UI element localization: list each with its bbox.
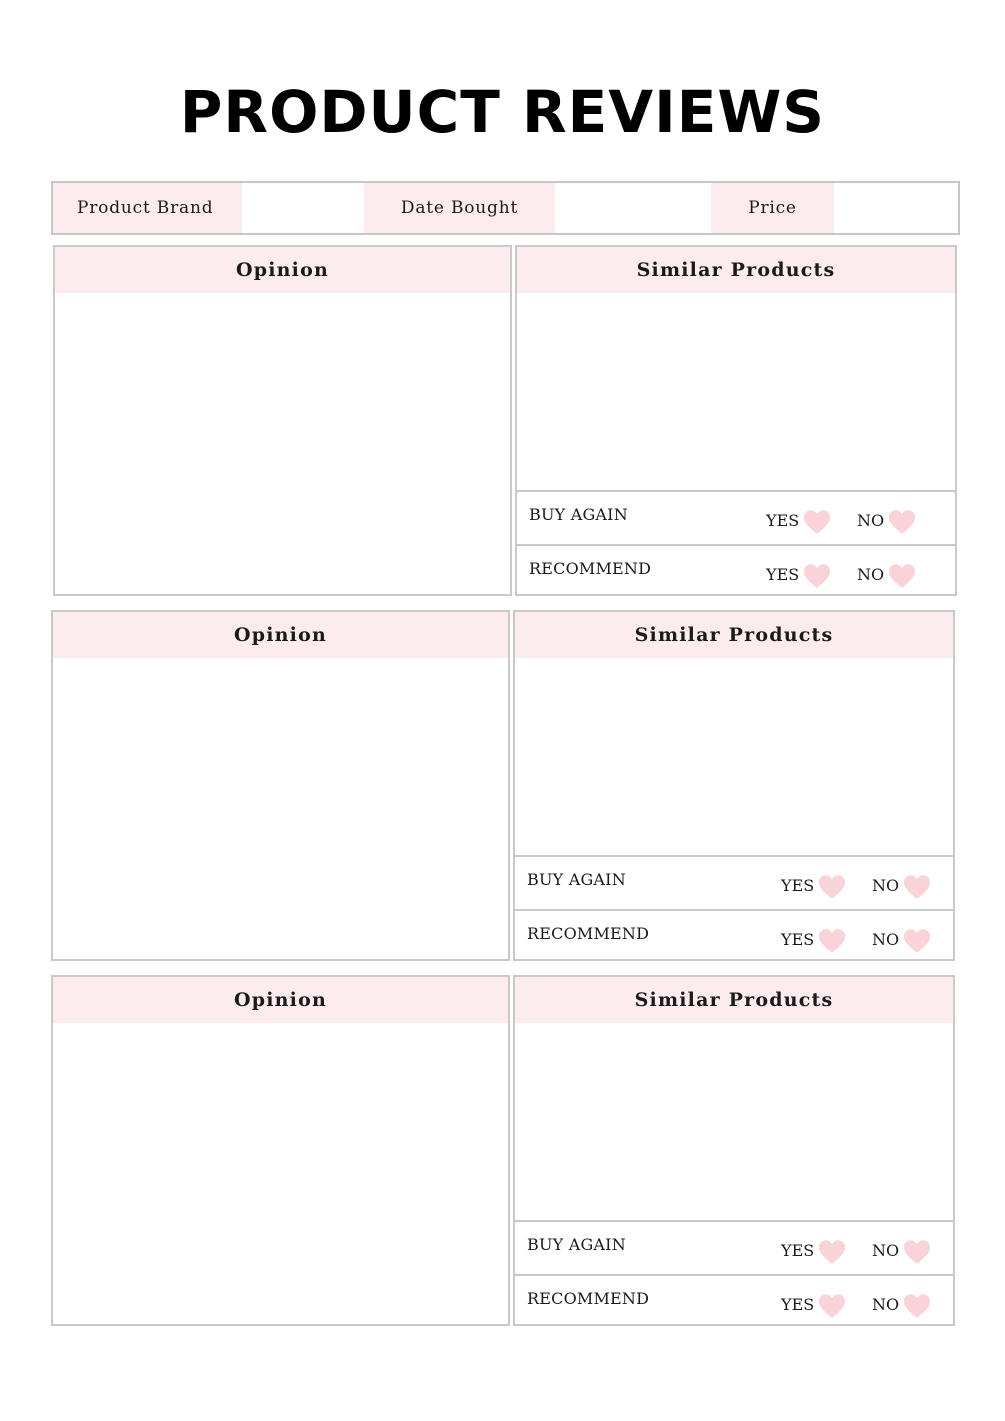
recommend-no[interactable]: NO <box>857 561 916 587</box>
recommend-no[interactable]: NO <box>872 1291 931 1317</box>
recommend-yes[interactable]: YES <box>781 926 846 952</box>
buy-again-no[interactable]: NO <box>872 1237 931 1263</box>
recommend-row <box>515 1274 953 1328</box>
product-info-row <box>51 181 960 235</box>
opinion-heading: Opinion <box>55 247 510 293</box>
recommend-row <box>515 909 953 963</box>
heart-icon[interactable] <box>803 509 831 535</box>
date-field[interactable] <box>555 183 711 233</box>
price-field[interactable] <box>834 183 958 233</box>
buy-again-row <box>517 490 955 544</box>
buy-again-no[interactable]: NO <box>872 872 931 898</box>
similar-products-box <box>513 610 955 961</box>
similar-products-area[interactable] <box>517 293 955 490</box>
similar-products-heading: Similar Products <box>517 247 955 293</box>
heart-icon[interactable] <box>903 1239 931 1265</box>
opinion-box[interactable] <box>51 610 510 961</box>
brand-label: Product Brand <box>53 183 242 233</box>
recommend-label: RECOMMEND <box>527 924 650 943</box>
heart-icon[interactable] <box>903 874 931 900</box>
opinion-box[interactable] <box>51 975 510 1326</box>
similar-products-heading: Similar Products <box>515 977 953 1023</box>
heart-icon[interactable] <box>903 928 931 954</box>
similar-products-heading: Similar Products <box>515 612 953 658</box>
date-label: Date Bought <box>364 183 555 233</box>
heart-icon[interactable] <box>818 1293 846 1319</box>
heart-icon[interactable] <box>803 563 831 589</box>
buy-again-row <box>515 1220 953 1274</box>
heart-icon[interactable] <box>903 1293 931 1319</box>
buy-again-yes[interactable]: YES <box>766 507 831 533</box>
price-label: Price <box>711 183 834 233</box>
heart-icon[interactable] <box>818 1239 846 1265</box>
recommend-label: RECOMMEND <box>527 1289 650 1308</box>
buy-again-no[interactable]: NO <box>857 507 916 533</box>
brand-field[interactable] <box>242 183 364 233</box>
opinion-heading: Opinion <box>53 612 508 658</box>
heart-icon[interactable] <box>888 563 916 589</box>
buy-again-label: BUY AGAIN <box>527 1235 626 1254</box>
recommend-yes[interactable]: YES <box>781 1291 846 1317</box>
heart-icon[interactable] <box>818 928 846 954</box>
opinion-heading: Opinion <box>53 977 508 1023</box>
recommend-row <box>517 544 955 598</box>
buy-again-row <box>515 855 953 909</box>
similar-products-area[interactable] <box>515 1023 953 1220</box>
similar-products-area[interactable] <box>515 658 953 855</box>
buy-again-yes[interactable]: YES <box>781 1237 846 1263</box>
buy-again-label: BUY AGAIN <box>529 505 628 524</box>
heart-icon[interactable] <box>818 874 846 900</box>
recommend-yes[interactable]: YES <box>766 561 831 587</box>
similar-products-box <box>513 975 955 1326</box>
buy-again-label: BUY AGAIN <box>527 870 626 889</box>
page-title: PRODUCT REVIEWS <box>179 78 826 146</box>
similar-products-box <box>515 245 957 596</box>
buy-again-yes[interactable]: YES <box>781 872 846 898</box>
recommend-label: RECOMMEND <box>529 559 652 578</box>
opinion-box[interactable] <box>53 245 512 596</box>
recommend-no[interactable]: NO <box>872 926 931 952</box>
heart-icon[interactable] <box>888 509 916 535</box>
